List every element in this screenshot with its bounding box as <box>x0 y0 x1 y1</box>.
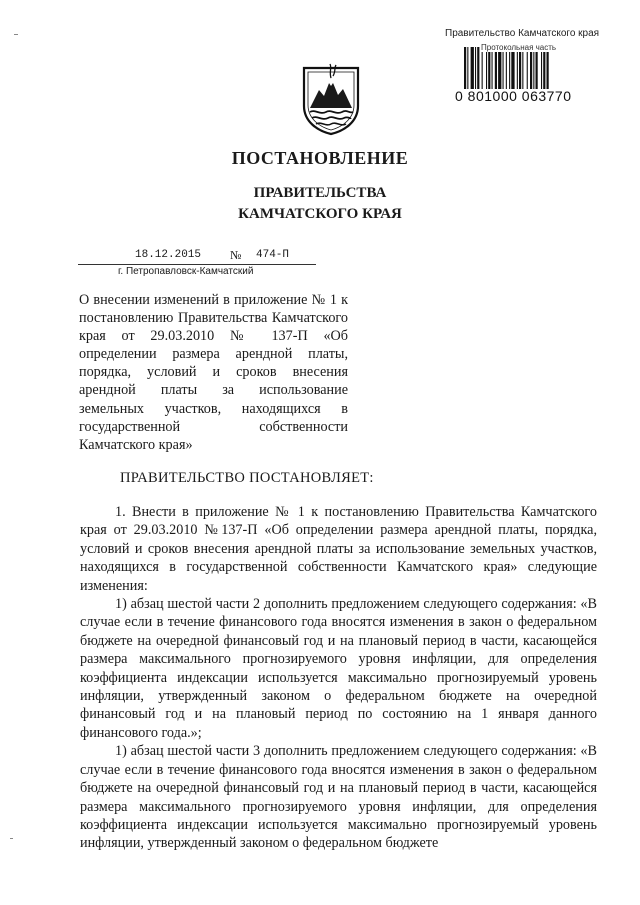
barcode-bar <box>536 47 538 89</box>
number-sign: № <box>230 248 242 262</box>
city-name: г. Петропавловск-Камчатский <box>118 266 254 277</box>
decree-phrase: ПРАВИТЕЛЬСТВО ПОСТАНОВЛЯЕТ: <box>120 470 374 486</box>
barcode-bar <box>543 47 545 89</box>
barcode-bar <box>467 47 468 89</box>
barcode-bar <box>498 47 501 89</box>
stamp-organization: Правительство Камчатского края <box>445 28 600 39</box>
kamchatka-coat-of-arms-icon <box>300 62 362 136</box>
government-line-1: ПРАВИТЕЛЬСТВА <box>253 185 387 201</box>
barcode-bar <box>522 47 523 89</box>
barcode-bar <box>471 47 474 89</box>
document-number: 474-П <box>256 249 290 261</box>
paragraph-3: 1) абзац шестой части 3 дополнить предложением следующего содержания: «В случае если в течение финансового года вносятся изменения в закон о федеральном бюджете на очередной финансовый год и на плановый период в части, касающейся размера максимального прогнозируемого уровня инфляции, для определения коэффициента индексации используется максимально прогнозируемый уровень инфляции, утвержденный законом о федеральном бюджете <box>80 743 597 852</box>
government-line-2: КАМЧАТСКОГО КРАЯ <box>238 206 402 222</box>
paragraph-1: 1. Внести в приложение № 1 к постановлению Правительства Камчатского края от 29.03.2010 №137-П «Об определении размера арендной платы, порядка, условий и сроков внесения арендной платы за использование земельных участков, находящихся в государственной собственности Камчатского края» следующие изменения: <box>80 504 597 594</box>
date-number-line <box>78 248 316 265</box>
document-body <box>80 503 597 853</box>
barcode-bar <box>503 47 504 89</box>
barcode-bar <box>477 47 479 89</box>
barcode-bar <box>541 47 542 89</box>
barcode-bar <box>492 47 493 89</box>
barcode-bar <box>506 47 507 89</box>
barcode-bar <box>533 47 534 89</box>
barcode-bar <box>517 47 518 89</box>
barcode-bar <box>486 47 487 89</box>
barcode-bar <box>519 47 521 89</box>
barcode-bar <box>509 47 510 89</box>
barcode-bar <box>547 47 549 89</box>
barcode-bar <box>488 47 490 89</box>
scan-mark <box>10 838 13 839</box>
stamp-subtitle: Протокольная часть <box>481 43 557 52</box>
document-date: 18.12.2015 <box>135 249 202 261</box>
barcode-bar <box>495 47 497 89</box>
scan-mark <box>14 34 18 35</box>
barcode-icon <box>462 47 592 89</box>
barcode-bar <box>475 47 476 89</box>
document-title: ПОСТАНОВЛЕНИЕ <box>231 148 409 168</box>
barcode-bar <box>530 47 532 89</box>
document-subject: О внесении изменений в приложение № 1 к постановлению Правительства Камчатского края от 29.03.2010 № 137-П «Об определении размера арендной платы, порядка, условий и сроков внесения арендной платы за использование земельных участков, находящихся в государственной собственности Камчатского края» <box>79 292 348 453</box>
government-name <box>0 183 640 225</box>
barcode-number: 0 801000 063770 <box>455 88 572 104</box>
barcode-bar <box>511 47 514 89</box>
barcode-bar <box>527 47 528 89</box>
barcode-bar <box>464 47 466 89</box>
barcode-bar <box>482 47 483 89</box>
paragraph-2: 1) абзац шестой части 2 дополнить предложением следующего содержания: «В случае если в течение финансового года вносятся изменения в закон о федеральном бюджете на очередной финансовый год и на плановый период в части, касающейся размера максимального прогнозируемого уровня инфляции, для определения коэффициента индексации используется максимально прогнозируемый уровень инфляции, утвержденный законом о федеральном бюджете на очередной финансовый год и на плановый период по состоянию на 1 января данного финансового года.»; <box>80 596 597 741</box>
